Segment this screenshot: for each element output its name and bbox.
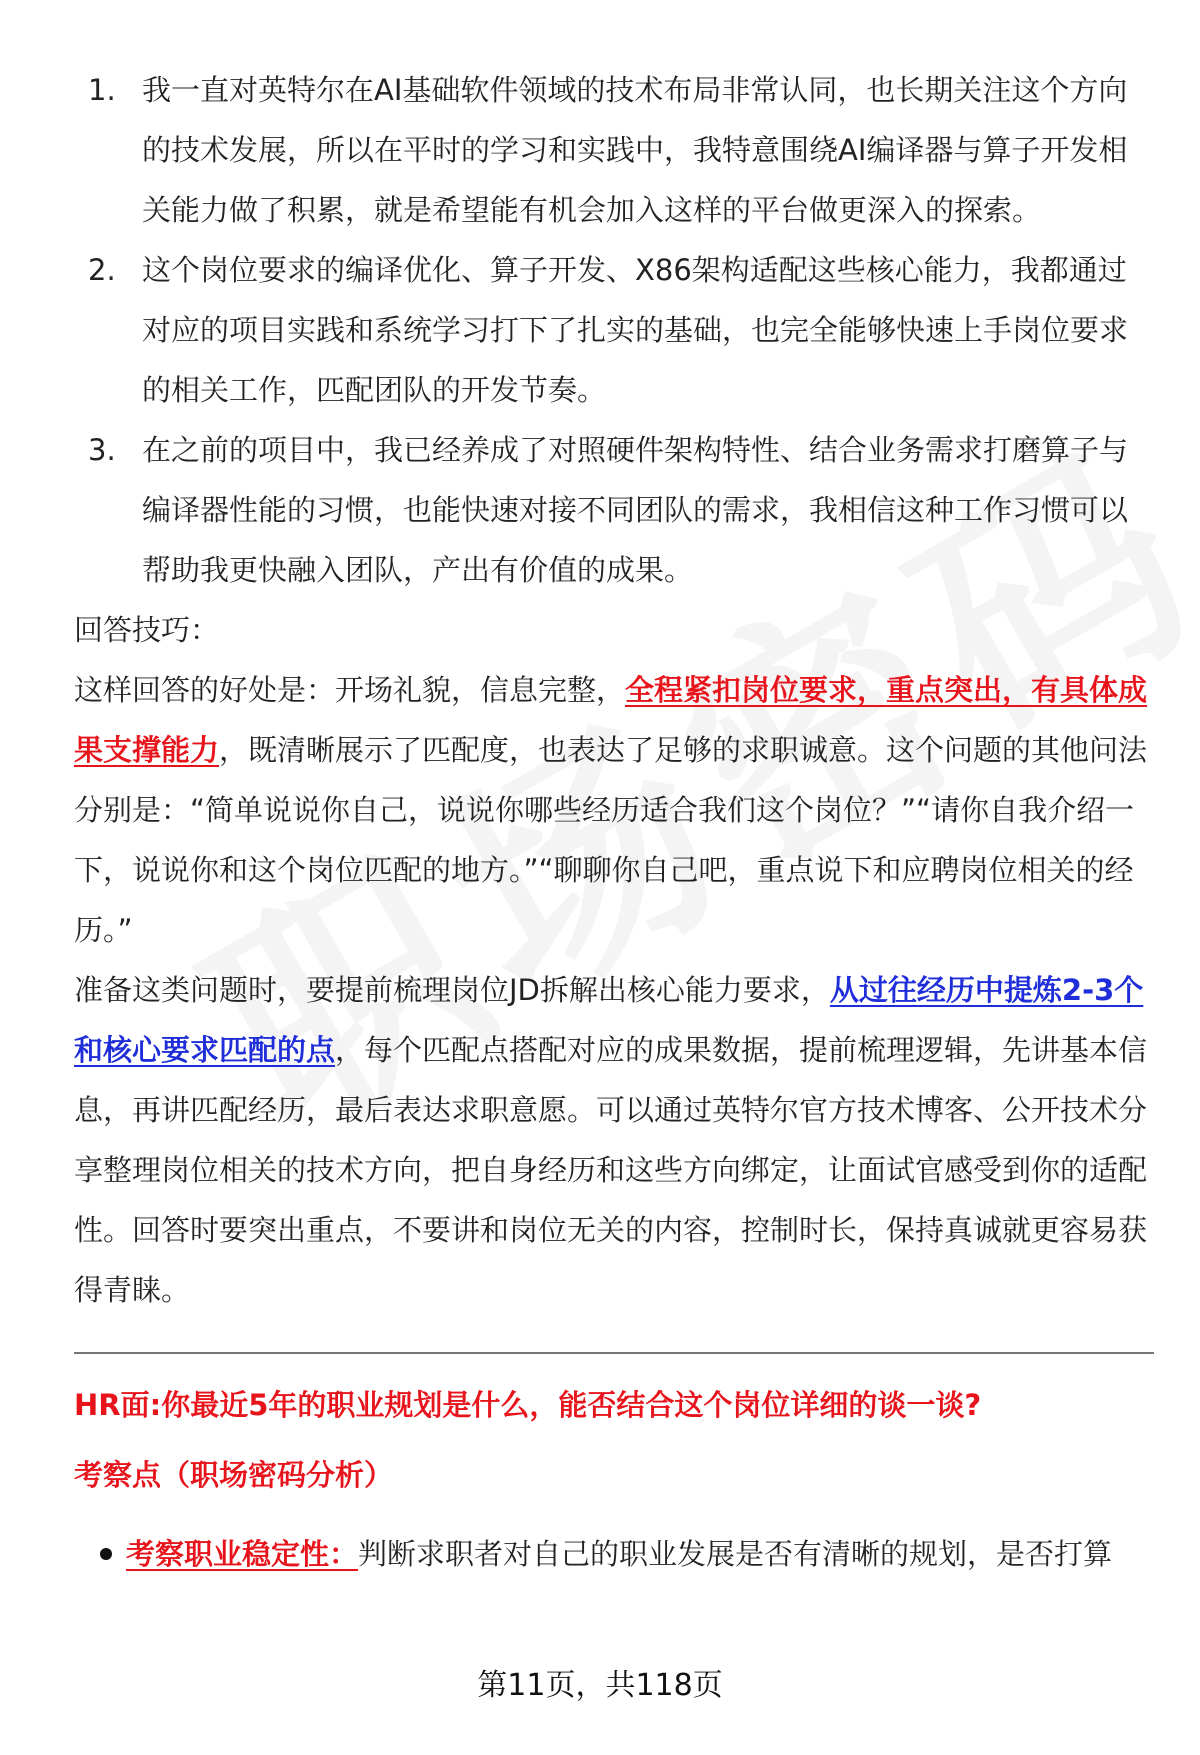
prep-text-part1: 准备这类问题时，要提前梳理岗位JD拆解出核心能力要求， (74, 973, 830, 1007)
list-item (74, 240, 1154, 420)
page-number: 第11页，共118页 (477, 1668, 723, 1703)
list-item-text: 这个岗位要求的编译优化、算子开发、X86架构适配这些核心能力，我都通过对应的项目实践和系统学习打下了扎实的基础，也完全能够快速上手岗位要求的相关工作，匹配团队的开发节奏。 (142, 253, 1129, 407)
list-item (74, 60, 1154, 240)
list-item (74, 420, 1154, 600)
list-item-number: 2. (88, 253, 116, 287)
document-page (74, 60, 1154, 1584)
list-item-text: 我一直对英特尔在AI基础软件领域的技术布局非常认同，也长期关注这个方向的技术发展，所以在平时的学习和实践中，我特意围绕AI编译器与算子开发相关能力做了积累，就是希望能有机会加入这样的平台做更深入的探索。 (142, 73, 1128, 227)
section-divider (74, 1352, 1154, 1354)
summary-paragraph (74, 660, 1154, 960)
bullet-icon (74, 1524, 126, 1584)
answer-points-list (74, 60, 1154, 600)
focus-heading: 考察点（职场密码分析） (74, 1458, 394, 1492)
list-item-text: 在之前的项目中，我已经养成了对照硬件架构特性、结合业务需求打磨算子与编译器性能的习惯，也能快速对接不同团队的需求，我相信这种工作习惯可以帮助我更快融入团队，产出有价值的成果。 (142, 433, 1129, 587)
prep-emphasis: 从过往经历中提炼2-3个和核心要求匹配的点 (74, 973, 1144, 1067)
list-item (74, 1524, 1154, 1584)
hr-question-heading: HR面:你最近5年的职业规划是什么，能否结合这个岗位详细的谈一谈? (74, 1388, 982, 1422)
bullet-text (126, 1524, 1112, 1584)
bullet-label: 考察职业稳定性： (126, 1537, 359, 1571)
summary-text-part2: ，既清晰展示了匹配度，也表达了足够的求职诚意。这个问题的其他问法分别是：“简单说说你自己，说说你哪些经历适合我们这个岗位？”“请你自我介绍一下，说说你和这个岗位匹配的地方。”“聊聊你自己吧，重点说下和应聘岗位相关的经历。” (74, 733, 1148, 947)
list-item-number: 1. (88, 73, 116, 107)
summary-text-part1: 这样回答的好处是：开场礼貌，信息完整， (74, 673, 626, 707)
summary-emphasis: 全程紧扣岗位要求，重点突出，有具体成果支撑能力 (74, 673, 1148, 767)
tips-heading: 回答技巧： (74, 613, 220, 647)
prep-paragraph (74, 960, 1154, 1320)
bullet-body: 判断求职者对自己的职业发展是否有清晰的规划，是否打算 (358, 1537, 1113, 1571)
prep-text-part2: ，每个匹配点搭配对应的成果数据，提前梳理逻辑，先讲基本信息，再讲匹配经历，最后表达求职意愿。可以通过英特尔官方技术博客、公开技术分享整理岗位相关的技术方向，把自身经历和这些方向绑定，让面试官感受到你的适配性。回答时要突出重点，不要讲和岗位无关的内容，控制时长，保持真诚就更容易获得青睐。 (74, 1033, 1148, 1307)
list-item-number: 3. (88, 433, 116, 467)
focus-bullet-list (74, 1524, 1154, 1584)
